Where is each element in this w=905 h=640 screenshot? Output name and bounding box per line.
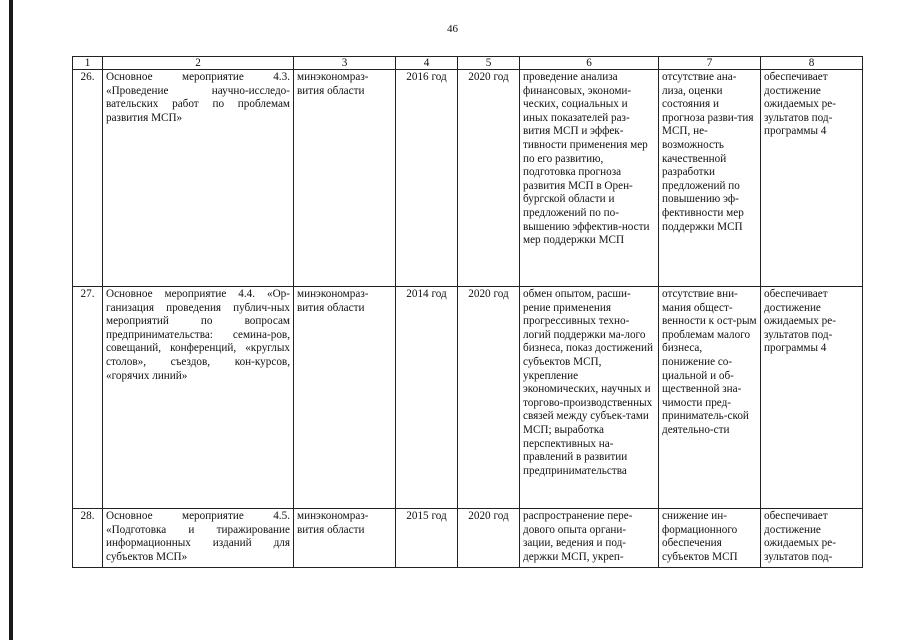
expected-result: обмен опытом, расши-рение применения прогрессивных техно-логий поддержки ма-лого бизнеса, показ достижений субъектов МСП, укрепление экономических, научных и торгово-производственных связей между субъек-тами МСП; выработка перспективных на-правлений в развитии предпринимательства xyxy=(520,287,659,509)
header-cell: 4 xyxy=(396,57,458,70)
header-cell: 8 xyxy=(761,57,863,70)
scan-edge-bar xyxy=(9,0,13,640)
executor: минэкономраз-вития области xyxy=(294,70,396,287)
activity-name: Основное мероприятие 4.4. «Ор-ганизация проведения публич-ных мероприятий по вопросам предпринимательства: семина-ров, совещаний, конференций, «круглых столов», съездов, кон-курсов, «горячих линий» xyxy=(103,287,294,509)
non-implementation-consequence: отсутствие ана-лиза, оценки состояния и прогноза разви-тия МСП, не-возможность качественной разработки предложений по повышению эф-фективности мер поддержки МСП xyxy=(659,70,761,287)
header-cell: 7 xyxy=(659,57,761,70)
row-number: 26. xyxy=(73,70,103,287)
link-to-indicators: обеспечивает достижение ожидаемых ре-зультатов под-программы 4 xyxy=(761,287,863,509)
end-year: 2020 год xyxy=(458,287,520,509)
header-cell: 5 xyxy=(458,57,520,70)
expected-result: распространение пере-дового опыта органи-зации, ведения и под-держки МСП, укреп- xyxy=(520,509,659,568)
start-year: 2015 год xyxy=(396,509,458,568)
link-to-indicators: обеспечивает достижение ожидаемых ре-зультатов под-программы 4 xyxy=(761,70,863,287)
end-year: 2020 год xyxy=(458,70,520,287)
table-row xyxy=(73,509,863,568)
activity-name: Основное мероприятие 4.5. «Подготовка и тиражирование информационных изданий для субъектов МСП» xyxy=(103,509,294,568)
expected-result: проведение анализа финансовых, экономи-ческих, социальных и иных показателей раз-вития МСП и эффек-тивности применения мер по его развитию, подготовка прогноза развития МСП в Орен-бургской области и предложений по по-вышению эффектив-ности мер поддержки МСП xyxy=(520,70,659,287)
table-header-row xyxy=(73,57,863,70)
executor: минэкономраз-вития области xyxy=(294,287,396,509)
header-cell: 3 xyxy=(294,57,396,70)
non-implementation-consequence: отсутствие вни-мания общест-венности к ост-рым проблемам малого бизнеса, понижение со-циальной и об-щественной зна-чимости пред-приниматель-ской деятельно-сти xyxy=(659,287,761,509)
activity-name: Основное мероприятие 4.3. «Проведение научно-исследо-вательских работ по проблемам развития МСП» xyxy=(103,70,294,287)
row-number: 27. xyxy=(73,287,103,509)
header-cell: 6 xyxy=(520,57,659,70)
link-to-indicators: обеспечивает достижение ожидаемых ре-зультатов под- xyxy=(761,509,863,568)
end-year: 2020 год xyxy=(458,509,520,568)
page-number: 46 xyxy=(447,23,458,35)
non-implementation-consequence: снижение ин-формационного обеспечения субъектов МСП xyxy=(659,509,761,568)
start-year: 2014 год xyxy=(396,287,458,509)
table-row xyxy=(73,287,863,509)
header-cell: 2 xyxy=(103,57,294,70)
executor: минэкономраз-вития области xyxy=(294,509,396,568)
row-number: 28. xyxy=(73,509,103,568)
activities-table xyxy=(72,56,863,568)
start-year: 2016 год xyxy=(396,70,458,287)
header-cell: 1 xyxy=(73,57,103,70)
table-row xyxy=(73,70,863,287)
